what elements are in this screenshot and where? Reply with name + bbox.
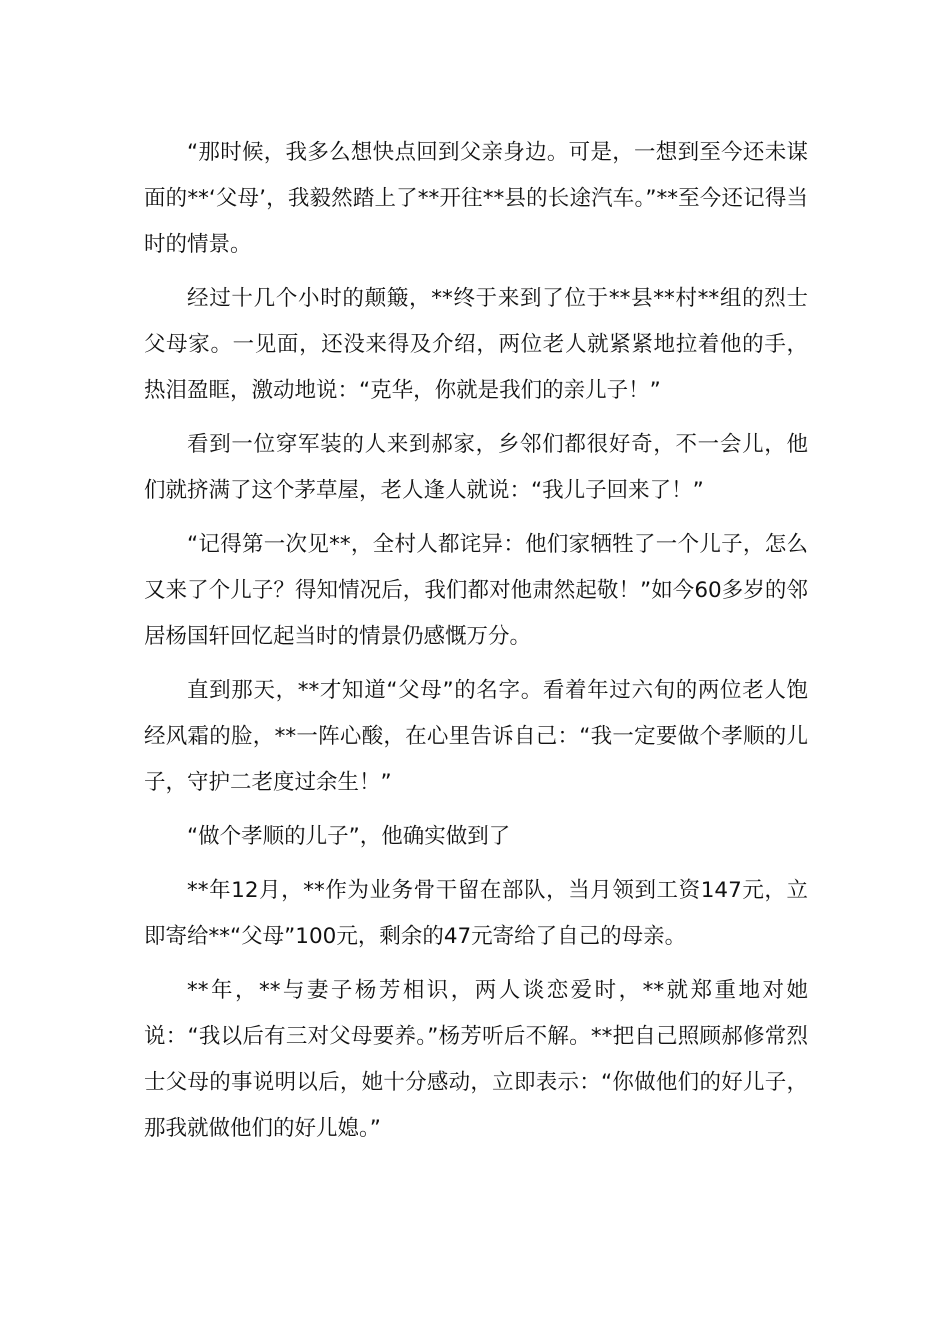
paragraph: **年，**与妻子杨芳相识，两人谈恋爱时，**就郑重地对她说：“我以后有三对父母要养。”杨芳听后不解。**把自己照顾郝修常烈士父母的事说明以后，她十分感动，立即表示：“你做他们的好儿子，那我就做他们的好儿媳。” bbox=[144, 978, 808, 1141]
section-heading: “做个孝顺的儿子”，他确实做到了 bbox=[187, 824, 511, 849]
paragraph: 经过十几个小时的颠簸，**终于来到了位于**县**村**组的烈士父母家。一见面，还没来得及介绍，两位老人就紧紧地拉着他的手，热泪盈眶，激动地说：“克华，你就是我们的亲儿子！” bbox=[144, 286, 808, 403]
document-body bbox=[144, 130, 808, 1160]
paragraph: **年12月，**作为业务骨干留在部队，当月领到工资147元，立即寄给**“父母”100元，剩余的47元寄给了自己的母亲。 bbox=[144, 878, 808, 949]
paragraph: “记得第一次见**，全村人都诧异：他们家牺牲了一个儿子，怎么又来了个儿子？得知情况后，我们都对他肃然起敬！”如今60多岁的邻居杨国轩回忆起当时的情景仍感慨万分。 bbox=[144, 532, 808, 649]
paragraph: “那时候，我多么想快点回到父亲身边。可是，一想到至今还未谋面的**‘父母’，我毅然踏上了**开往**县的长途汽车。”**至今还记得当时的情景。 bbox=[144, 140, 808, 257]
paragraph: 看到一位穿军装的人来到郝家，乡邻们都很好奇，不一会儿，他们就挤满了这个茅草屋，老人逢人就说：“我儿子回来了！” bbox=[144, 432, 808, 503]
paragraph: 直到那天，**才知道“父母”的名字。看着年过六旬的两位老人饱经风霜的脸，**一阵心酸，在心里告诉自己：“我一定要做个孝顺的儿子，守护二老度过余生！” bbox=[144, 678, 808, 795]
